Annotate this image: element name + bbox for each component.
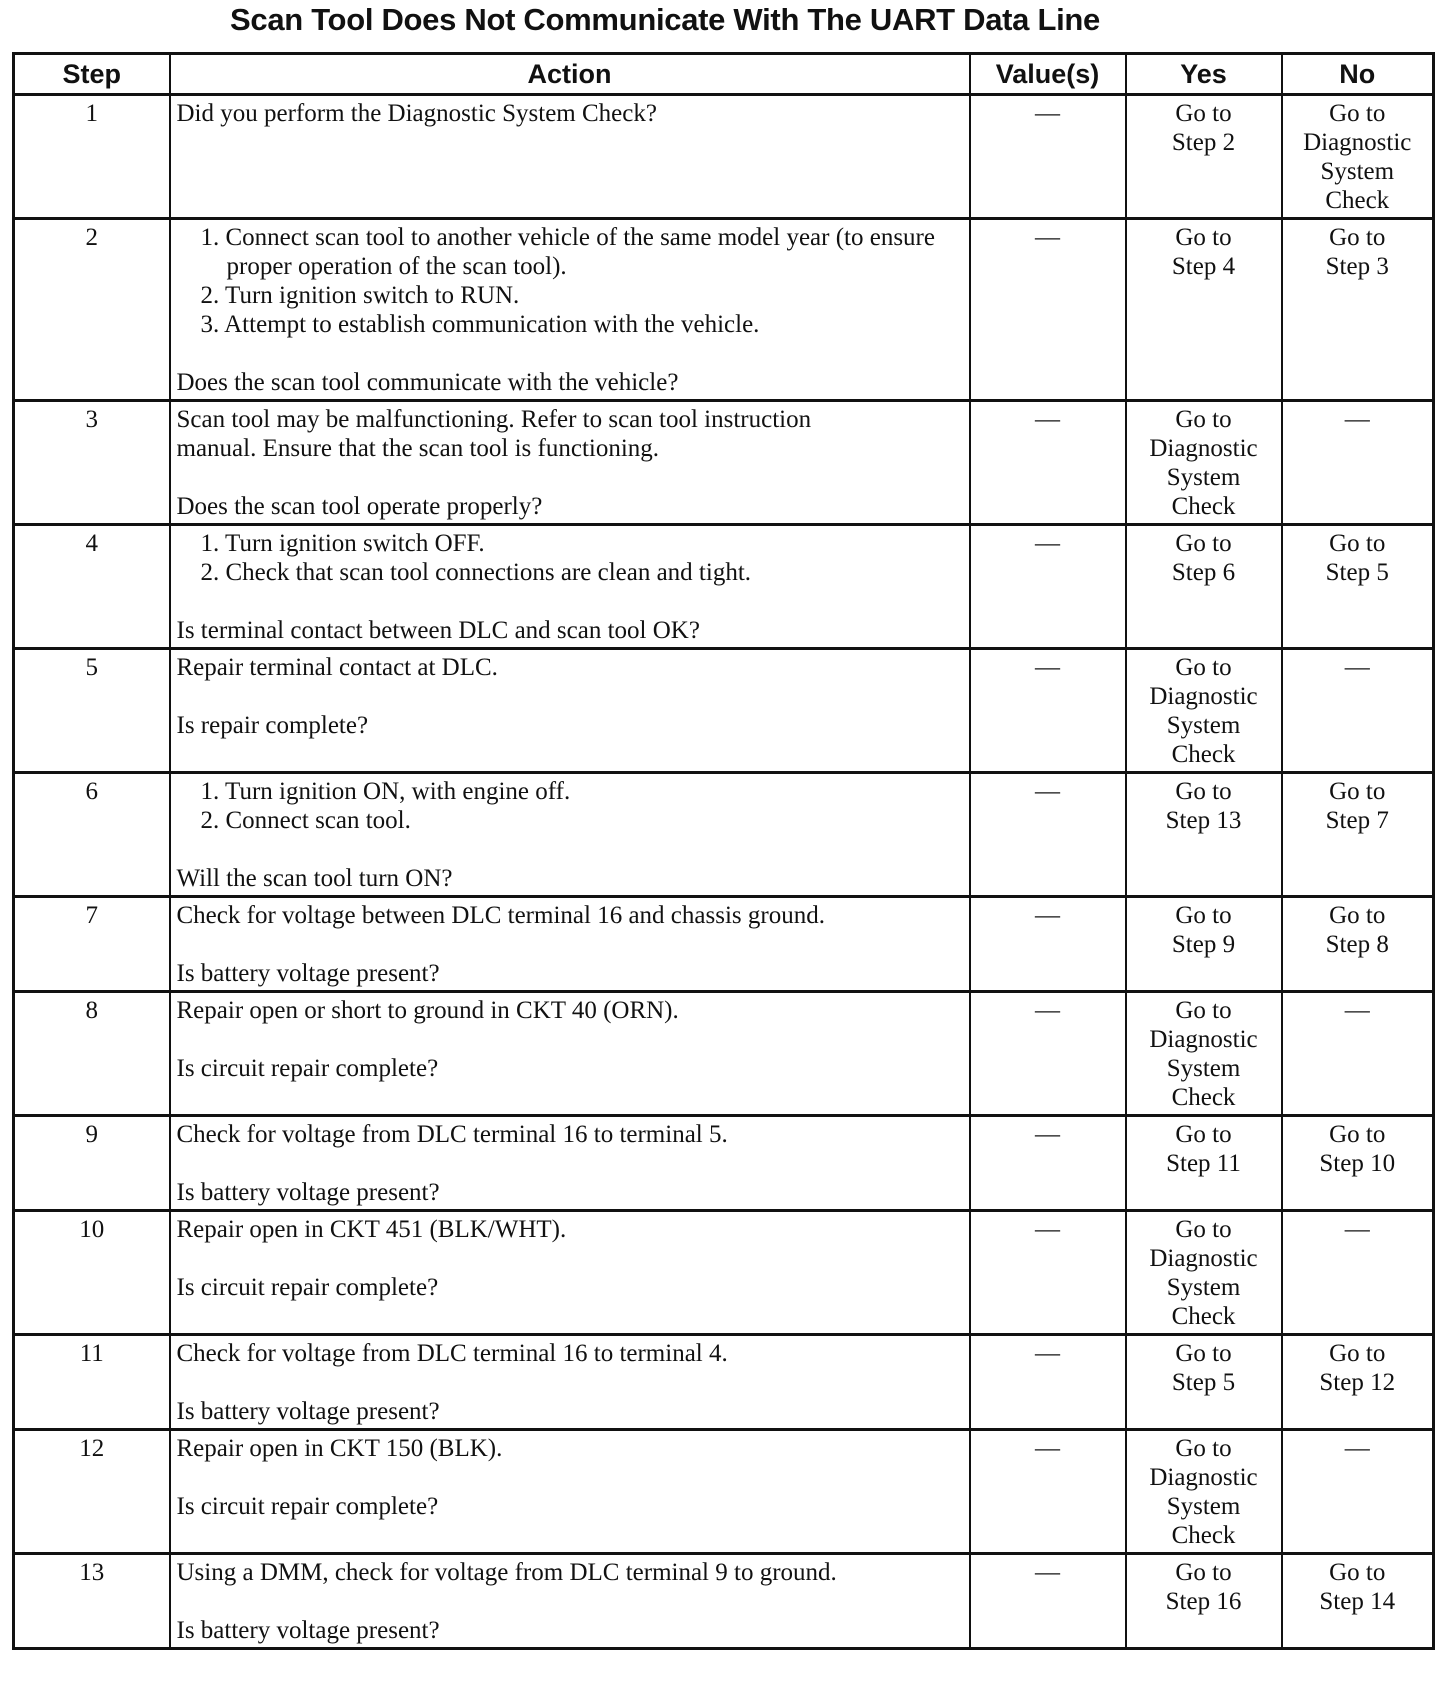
no-cell [1282, 1335, 1434, 1430]
action-text: manual. Ensure that the scan tool is functioning. [176, 435, 660, 462]
action-cell [170, 401, 970, 525]
yes-cell [1126, 773, 1282, 897]
no-text: System [1320, 158, 1395, 185]
table-row [14, 219, 1434, 401]
action-cell [170, 897, 970, 992]
action-text: Using a DMM, check for voltage from DLC terminal 9 to ground. [176, 1559, 837, 1586]
yes-cell [1126, 219, 1282, 401]
action-question: Is circuit repair complete? [176, 1493, 439, 1520]
table-row [14, 649, 1434, 773]
value-cell [970, 1335, 1126, 1430]
no-text: — [1344, 997, 1370, 1024]
yes-text: Step 6 [1171, 559, 1236, 586]
no-text: Step 3 [1325, 253, 1389, 280]
action-step: 1. Turn ignition ON, with engine off. [200, 778, 571, 805]
value-text: — [1035, 406, 1060, 433]
yes-text: Go to [1175, 778, 1232, 805]
yes-cell [1126, 1116, 1282, 1211]
value-text: — [1035, 1435, 1060, 1462]
yes-cell [1126, 95, 1282, 219]
table-row [14, 95, 1434, 219]
action-question: Will the scan tool turn ON? [176, 865, 453, 892]
action-cell [170, 1211, 970, 1335]
yes-text: Check [1171, 1303, 1236, 1330]
action-text: Check for voltage between DLC terminal 16 and chassis ground. [176, 902, 825, 929]
yes-text: Step 16 [1165, 1588, 1242, 1615]
yes-text: System [1166, 712, 1241, 739]
no-text: Step 10 [1319, 1150, 1396, 1177]
step-number: 2 [14, 219, 170, 401]
yes-text: Go to [1175, 902, 1232, 929]
step-number: 5 [14, 649, 170, 773]
action-step: 1. Turn ignition switch OFF. [200, 530, 485, 557]
yes-text: Diagnostic [1149, 683, 1258, 710]
no-text: Go to [1329, 778, 1386, 805]
no-text: Go to [1329, 530, 1386, 557]
no-cell [1282, 773, 1434, 897]
no-cell [1282, 219, 1434, 401]
action-step: 2. Check that scan tool connections are clean and tight. [200, 559, 752, 586]
header-values: Value(s) [970, 54, 1126, 95]
yes-text: Step 5 [1171, 1369, 1236, 1396]
no-text: Go to [1329, 224, 1386, 251]
action-question: Is terminal contact between DLC and scan tool OK? [176, 617, 700, 644]
value-cell [970, 773, 1126, 897]
no-text: Step 5 [1325, 559, 1389, 586]
action-step: 2. Turn ignition switch to RUN. [200, 282, 520, 309]
value-cell [970, 1430, 1126, 1554]
no-text: Go to [1329, 902, 1386, 929]
action-text: Repair open in CKT 451 (BLK/WHT). [176, 1216, 567, 1243]
no-text: Go to [1329, 1340, 1386, 1367]
value-text: — [1035, 778, 1060, 805]
no-cell [1282, 1554, 1434, 1649]
value-cell [970, 1554, 1126, 1649]
no-text: — [1344, 1216, 1370, 1243]
no-text: Diagnostic [1303, 129, 1412, 156]
action-cell [170, 992, 970, 1116]
action-cell [170, 1430, 970, 1554]
action-text: Repair open or short to ground in CKT 40 (ORN). [176, 997, 679, 1024]
yes-cell [1126, 897, 1282, 992]
value-cell [970, 525, 1126, 649]
yes-cell [1126, 401, 1282, 525]
yes-text: Step 4 [1171, 253, 1236, 280]
value-text: — [1035, 100, 1060, 127]
yes-text: Diagnostic [1149, 1245, 1258, 1272]
value-text: — [1035, 530, 1060, 557]
action-text: Check for voltage from DLC terminal 16 to terminal 4. [176, 1340, 728, 1367]
action-cell [170, 1116, 970, 1211]
no-cell [1282, 1211, 1434, 1335]
action-text: Repair open in CKT 150 (BLK). [176, 1435, 503, 1462]
action-question: Is circuit repair complete? [176, 1055, 439, 1082]
yes-cell [1126, 1335, 1282, 1430]
no-cell [1282, 1430, 1434, 1554]
table-row [14, 1335, 1434, 1430]
step-number: 4 [14, 525, 170, 649]
value-cell [970, 95, 1126, 219]
action-step: 3. Attempt to establish communication with the vehicle. [200, 311, 760, 338]
value-cell [970, 649, 1126, 773]
yes-text: Go to [1175, 224, 1232, 251]
yes-text: Go to [1175, 1216, 1232, 1243]
value-text: — [1035, 1340, 1060, 1367]
step-number: 3 [14, 401, 170, 525]
yes-text: Go to [1175, 1340, 1232, 1367]
value-cell [970, 1116, 1126, 1211]
table-row [14, 401, 1434, 525]
step-number: 7 [14, 897, 170, 992]
action-step: 2. Connect scan tool. [200, 807, 411, 834]
yes-text: Step 2 [1171, 129, 1236, 156]
header-no: No [1282, 54, 1434, 95]
action-question: Does the scan tool communicate with the vehicle? [176, 369, 679, 396]
yes-text: Go to [1175, 997, 1232, 1024]
table-row [14, 1430, 1434, 1554]
header-step: Step [14, 54, 170, 95]
yes-cell [1126, 525, 1282, 649]
yes-text: Go to [1175, 654, 1232, 681]
step-number: 10 [14, 1211, 170, 1335]
action-cell [170, 219, 970, 401]
value-cell [970, 1211, 1126, 1335]
action-cell [170, 1554, 970, 1649]
yes-cell [1126, 1554, 1282, 1649]
yes-text: Go to [1175, 1121, 1232, 1148]
table-body [14, 95, 1434, 1649]
yes-text: System [1166, 1274, 1241, 1301]
no-cell [1282, 992, 1434, 1116]
yes-text: Go to [1175, 406, 1232, 433]
value-cell [970, 219, 1126, 401]
action-question: Is circuit repair complete? [176, 1274, 439, 1301]
value-text: — [1035, 902, 1060, 929]
yes-text: Go to [1175, 1435, 1232, 1462]
step-number: 13 [14, 1554, 170, 1649]
no-cell [1282, 1116, 1434, 1211]
diagnostic-table [12, 52, 1435, 1650]
yes-cell [1126, 992, 1282, 1116]
value-text: — [1035, 1121, 1060, 1148]
action-cell [170, 649, 970, 773]
table-row [14, 1554, 1434, 1649]
action-text: Check for voltage from DLC terminal 16 to terminal 5. [176, 1121, 728, 1148]
table-header [14, 54, 1434, 95]
step-number: 6 [14, 773, 170, 897]
table-row [14, 773, 1434, 897]
action-cell [170, 773, 970, 897]
action-text: Scan tool may be malfunctioning. Refer to scan tool instruction [176, 406, 812, 433]
table-row [14, 897, 1434, 992]
yes-text: System [1166, 1055, 1241, 1082]
page-title: Scan Tool Does Not Communicate With The UART Data Line [230, 2, 1100, 37]
no-text: Go to [1329, 1121, 1386, 1148]
table-row [14, 1116, 1434, 1211]
action-text: Did you perform the Diagnostic System Check? [176, 100, 657, 127]
step-number: 11 [14, 1335, 170, 1430]
no-text: Step 7 [1325, 807, 1389, 834]
header-yes: Yes [1126, 54, 1282, 95]
step-number: 1 [14, 95, 170, 219]
table-row [14, 1211, 1434, 1335]
yes-text: Diagnostic [1149, 435, 1258, 462]
yes-text: System [1166, 1493, 1241, 1520]
table-row [14, 992, 1434, 1116]
no-text: Step 14 [1319, 1588, 1396, 1615]
action-question: Does the scan tool operate properly? [176, 493, 543, 520]
no-cell [1282, 95, 1434, 219]
value-cell [970, 401, 1126, 525]
yes-text: Step 11 [1166, 1150, 1241, 1177]
no-text: Check [1325, 187, 1390, 214]
no-cell [1282, 401, 1434, 525]
value-text: — [1035, 1216, 1060, 1243]
yes-text: Check [1171, 1522, 1236, 1549]
yes-text: Go to [1175, 1559, 1232, 1586]
value-text: — [1035, 654, 1060, 681]
yes-text: Check [1171, 741, 1236, 768]
no-text: Step 12 [1319, 1369, 1396, 1396]
header-action: Action [170, 54, 970, 95]
yes-text: Diagnostic [1149, 1026, 1258, 1053]
yes-cell [1126, 1430, 1282, 1554]
yes-text: Go to [1175, 530, 1232, 557]
yes-text: System [1166, 464, 1241, 491]
no-text: — [1344, 1435, 1370, 1462]
value-cell [970, 992, 1126, 1116]
yes-text: Diagnostic [1149, 1464, 1258, 1491]
yes-text: Step 13 [1165, 807, 1242, 834]
no-text: — [1344, 406, 1370, 433]
yes-text: Check [1171, 1084, 1236, 1111]
no-text: — [1344, 654, 1370, 681]
action-question: Is battery voltage present? [176, 1398, 440, 1425]
value-text: — [1035, 224, 1060, 251]
step-number: 8 [14, 992, 170, 1116]
action-question: Is battery voltage present? [176, 960, 440, 987]
yes-cell [1126, 1211, 1282, 1335]
yes-text: Step 9 [1171, 931, 1236, 958]
action-step: 1. Connect scan tool to another vehicle of the same model year (to ensure proper operation of the scan tool). [200, 224, 935, 280]
value-text: — [1035, 1559, 1060, 1586]
step-number: 12 [14, 1430, 170, 1554]
yes-text: Check [1171, 493, 1236, 520]
action-cell [170, 525, 970, 649]
action-text: Repair terminal contact at DLC. [176, 654, 498, 681]
no-cell [1282, 525, 1434, 649]
value-cell [970, 897, 1126, 992]
no-cell [1282, 649, 1434, 773]
step-number: 9 [14, 1116, 170, 1211]
no-cell [1282, 897, 1434, 992]
action-question: Is repair complete? [176, 712, 369, 739]
action-question: Is battery voltage present? [176, 1617, 440, 1644]
no-text: Step 8 [1325, 931, 1389, 958]
action-question: Is battery voltage present? [176, 1179, 440, 1206]
value-text: — [1035, 997, 1060, 1024]
no-text: Go to [1329, 1559, 1386, 1586]
yes-text: Go to [1175, 100, 1232, 127]
yes-cell [1126, 649, 1282, 773]
no-text: Go to [1329, 100, 1386, 127]
action-cell [170, 95, 970, 219]
table-row [14, 525, 1434, 649]
action-cell [170, 1335, 970, 1430]
